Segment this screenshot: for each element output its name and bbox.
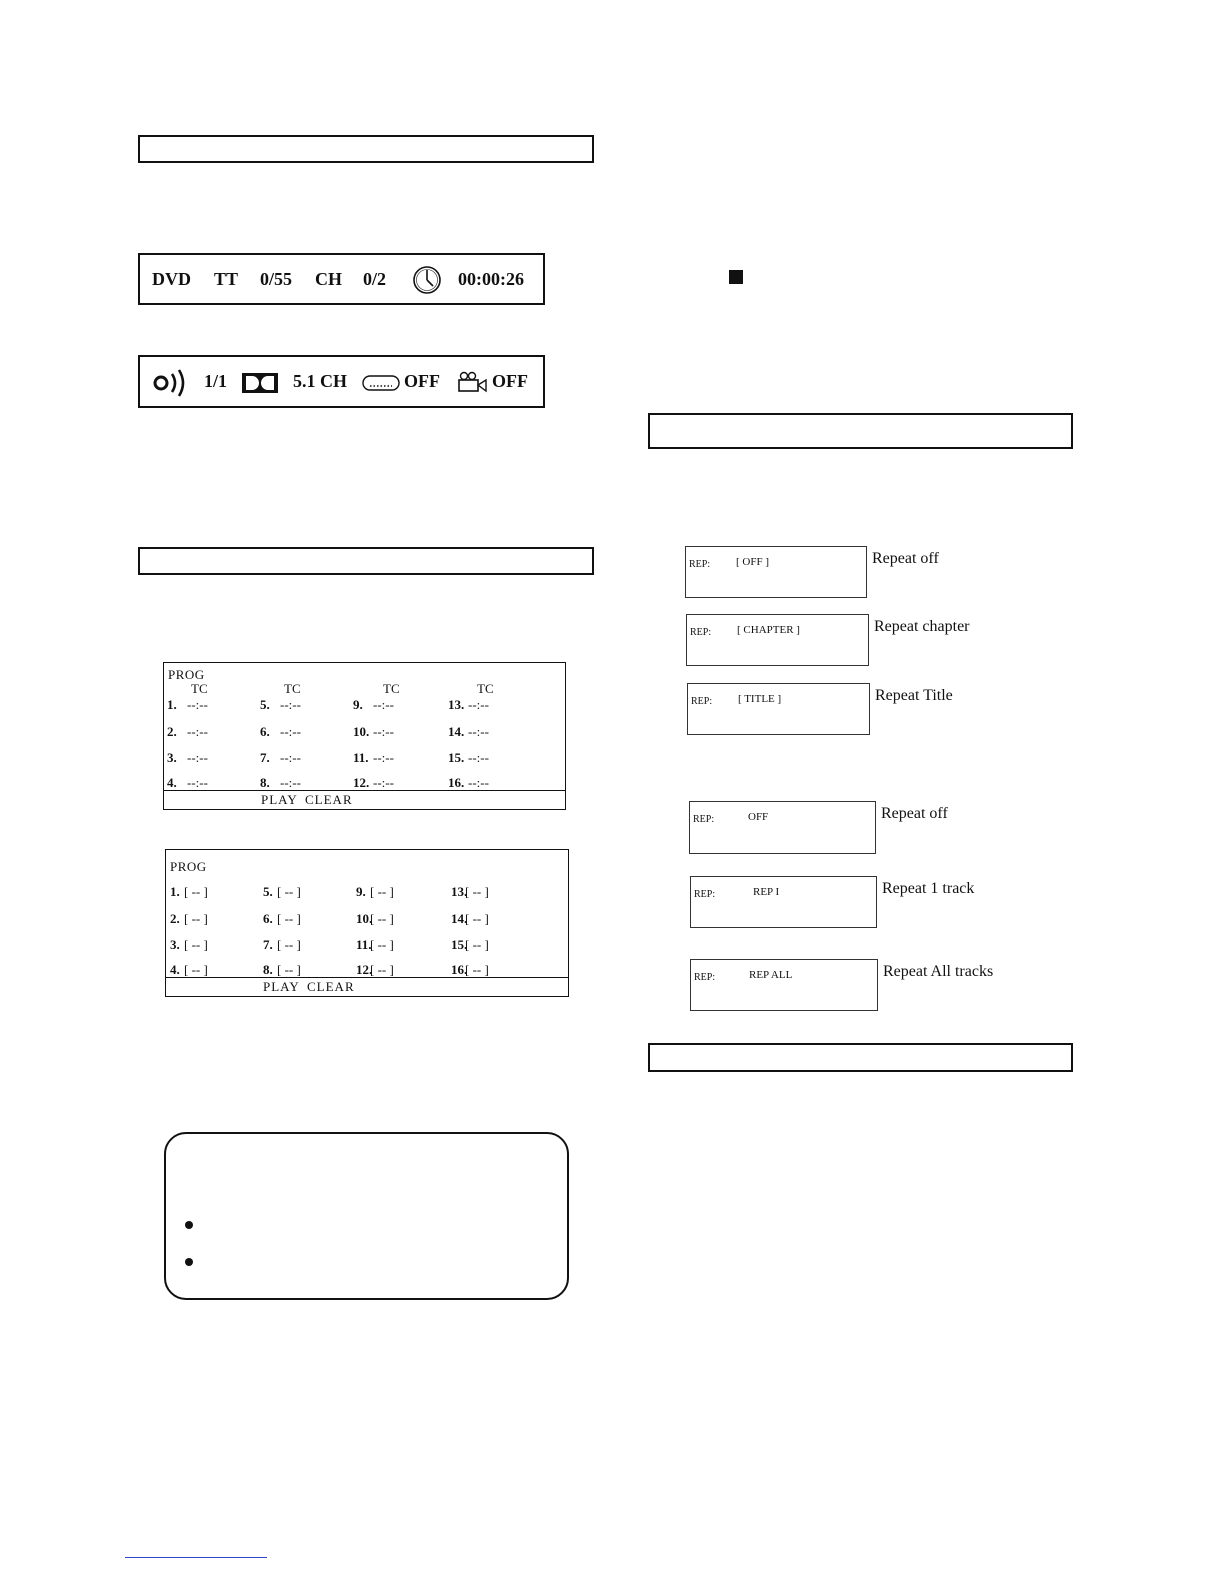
program-slot[interactable] <box>263 937 301 953</box>
note-box <box>164 1132 569 1300</box>
program-slot-value: --:-- <box>187 750 208 765</box>
program-slot[interactable] <box>353 750 394 766</box>
program-slot-value: [ -- ] <box>184 884 208 899</box>
program-slot[interactable] <box>263 962 301 978</box>
column-label: TC <box>191 681 208 696</box>
program-slot-number: 13. <box>448 697 465 712</box>
program-slot-value: --:-- <box>468 724 489 739</box>
repeat-label: REP: <box>689 559 711 570</box>
repeat-caption: Repeat chapter <box>874 618 970 635</box>
program-slot-number: 12. <box>353 775 370 790</box>
program-slot[interactable] <box>263 884 301 900</box>
program-slot[interactable] <box>356 884 394 900</box>
program-slot-value: --:-- <box>373 697 394 712</box>
program-table-dvd <box>163 662 566 810</box>
program-slot-value: --:-- <box>280 697 301 712</box>
repeat-label: REP: <box>694 972 716 983</box>
subtitle-status: OFF <box>404 371 440 391</box>
program-table-cd <box>165 849 569 997</box>
repeat-value: REP ALL <box>749 969 793 981</box>
program-slot-value: --:-- <box>373 750 394 765</box>
program-slot-number: 14. <box>451 911 468 926</box>
program-slot-number: 6. <box>263 911 273 926</box>
program-slot-number: 3. <box>167 750 177 765</box>
program-slot-number: 7. <box>260 750 270 765</box>
program-slot-value: --:-- <box>280 775 301 790</box>
program-slot-number: 13. <box>451 884 468 899</box>
program-slot-value: --:-- <box>280 750 301 765</box>
repeat-label: REP: <box>691 696 713 707</box>
program-slot-number: 6. <box>260 724 270 739</box>
program-slot-value: --:-- <box>468 697 489 712</box>
repeat-label: REP: <box>693 814 715 825</box>
osd-status-bar-disc <box>138 253 545 305</box>
program-slot[interactable] <box>263 911 301 927</box>
program-slot[interactable] <box>170 911 208 927</box>
program-slot[interactable] <box>353 775 394 791</box>
program-slot-value: [ -- ] <box>370 884 394 899</box>
clear-button[interactable]: CLEAR <box>305 792 353 807</box>
program-slot-value: [ -- ] <box>184 911 208 926</box>
section-header-repeat <box>648 413 1073 449</box>
program-slot-value: --:-- <box>187 697 208 712</box>
section-header-display <box>138 135 594 163</box>
repeat-mode-display <box>689 801 876 854</box>
program-slot-number: 16. <box>451 962 468 977</box>
program-slot[interactable] <box>260 724 301 740</box>
program-slot-number: 8. <box>263 962 273 977</box>
program-slot-number: 5. <box>263 884 273 899</box>
program-slot[interactable] <box>170 884 208 900</box>
angle-status: OFF <box>492 371 528 391</box>
stop-square-icon <box>729 270 743 284</box>
footer-link-underline <box>125 1557 267 1558</box>
elapsed-time: 00:00:26 <box>458 268 524 289</box>
program-slot[interactable] <box>356 937 394 953</box>
repeat-label: REP: <box>694 889 716 900</box>
column-label: TC <box>477 681 494 696</box>
program-slot-number: 9. <box>356 884 366 899</box>
chapter-counter: 0/2 <box>363 268 387 289</box>
program-title: PROG <box>170 859 207 874</box>
chapter-label: CH <box>315 268 342 289</box>
dolby-digital-icon <box>242 373 278 393</box>
repeat-caption: Repeat All tracks <box>883 963 994 980</box>
program-slot-value: --:-- <box>187 724 208 739</box>
program-slot[interactable] <box>451 962 489 978</box>
program-slot-number: 12. <box>356 962 373 977</box>
program-slot-value: --:-- <box>373 724 394 739</box>
repeat-value: REP I <box>753 886 780 898</box>
program-slot[interactable] <box>167 724 208 740</box>
column-label: TC <box>383 681 400 696</box>
program-slot-number: 5. <box>260 697 270 712</box>
repeat-value: OFF <box>748 811 769 823</box>
title-counter: 0/55 <box>260 268 293 289</box>
program-slot-number: 3. <box>170 937 180 952</box>
program-slot[interactable] <box>451 911 489 927</box>
repeat-caption: Repeat off <box>881 805 948 822</box>
program-slot[interactable] <box>448 750 489 766</box>
program-slot-value: [ -- ] <box>370 911 394 926</box>
section-header-next <box>648 1043 1073 1072</box>
program-slot-value: [ -- ] <box>465 937 489 952</box>
program-slot[interactable] <box>170 937 208 953</box>
program-slot[interactable] <box>451 937 489 953</box>
section-header-program <box>138 547 594 575</box>
clear-button[interactable]: CLEAR <box>307 979 355 994</box>
program-slot-number: 15. <box>451 937 468 952</box>
program-slot[interactable] <box>356 962 394 978</box>
program-slot-number: 1. <box>167 697 177 712</box>
program-slot-number: 4. <box>170 962 180 977</box>
repeat-mode-display <box>685 546 867 598</box>
program-slot-number: 1. <box>170 884 180 899</box>
program-slot[interactable] <box>260 775 301 791</box>
program-slot-number: 15. <box>448 750 465 765</box>
program-slot-value: [ -- ] <box>184 962 208 977</box>
program-slot-number: 2. <box>170 911 180 926</box>
bullet-point <box>185 1221 193 1229</box>
program-slot-number: 10. <box>353 724 370 739</box>
program-slot-number: 11. <box>356 937 372 952</box>
program-title: PROG <box>168 667 205 682</box>
program-slot-value: [ -- ] <box>465 962 489 977</box>
program-slot-value: [ -- ] <box>277 962 301 977</box>
program-slot[interactable] <box>167 697 208 713</box>
source-type: DVD <box>152 268 191 289</box>
program-slot-value: --:-- <box>468 750 489 765</box>
program-slot-number: 7. <box>263 937 273 952</box>
program-slot-value: --:-- <box>373 775 394 790</box>
program-slot[interactable] <box>260 697 301 713</box>
column-label: TC <box>284 681 301 696</box>
program-slot-value: [ -- ] <box>184 937 208 952</box>
program-slot[interactable] <box>170 962 208 978</box>
title-label: TT <box>214 268 239 289</box>
program-slot[interactable] <box>448 697 489 713</box>
repeat-mode-display <box>690 959 878 1011</box>
clock-icon <box>412 265 442 295</box>
repeat-caption: Repeat Title <box>875 687 953 704</box>
program-slot-number: 16. <box>448 775 465 790</box>
program-slot-value: [ -- ] <box>465 884 489 899</box>
program-footer <box>164 790 565 809</box>
program-slot-value: [ -- ] <box>370 962 394 977</box>
program-slot[interactable] <box>353 697 394 713</box>
repeat-caption: Repeat 1 track <box>882 880 975 897</box>
play-button[interactable]: PLAY <box>263 979 300 994</box>
program-slot-value: [ -- ] <box>277 911 301 926</box>
subtitle-icon <box>362 375 400 391</box>
program-slot[interactable] <box>356 911 394 927</box>
program-slot-number: 4. <box>167 775 177 790</box>
program-slot[interactable] <box>167 775 208 791</box>
program-slot[interactable] <box>260 750 301 766</box>
audio-channels: 5.1 CH <box>293 371 347 391</box>
osd-status-bar-audio <box>138 355 545 408</box>
repeat-caption: Repeat off <box>872 550 939 567</box>
audio-speaker-icon <box>152 368 190 398</box>
bullet-point <box>185 1258 193 1266</box>
program-slot-number: 14. <box>448 724 465 739</box>
program-slot[interactable] <box>448 724 489 740</box>
program-slot[interactable] <box>451 884 489 900</box>
program-slot-number: 11. <box>353 750 369 765</box>
audio-track-counter: 1/1 <box>204 371 228 391</box>
program-slot-number: 8. <box>260 775 270 790</box>
program-slot-value: [ -- ] <box>370 937 394 952</box>
program-slot-value: --:-- <box>187 775 208 790</box>
program-slot-value: [ -- ] <box>277 884 301 899</box>
repeat-label: REP: <box>690 627 712 638</box>
program-slot[interactable] <box>167 750 208 766</box>
repeat-value: [ CHAPTER ] <box>737 624 800 636</box>
repeat-value: [ TITLE ] <box>738 693 782 705</box>
program-slot-value: [ -- ] <box>277 937 301 952</box>
program-slot-value: --:-- <box>280 724 301 739</box>
program-slot-value: [ -- ] <box>465 911 489 926</box>
program-slot-value: --:-- <box>468 775 489 790</box>
program-slot-number: 2. <box>167 724 177 739</box>
repeat-value: [ OFF ] <box>736 556 770 568</box>
program-slot[interactable] <box>353 724 394 740</box>
repeat-mode-display <box>690 876 877 928</box>
repeat-mode-display <box>686 614 869 666</box>
program-slot[interactable] <box>448 775 489 791</box>
camera-angle-icon <box>458 371 488 393</box>
program-footer <box>166 977 568 996</box>
repeat-mode-display <box>687 683 870 735</box>
play-button[interactable]: PLAY <box>261 792 298 807</box>
program-slot-number: 10. <box>356 911 373 926</box>
program-slot-number: 9. <box>353 697 363 712</box>
